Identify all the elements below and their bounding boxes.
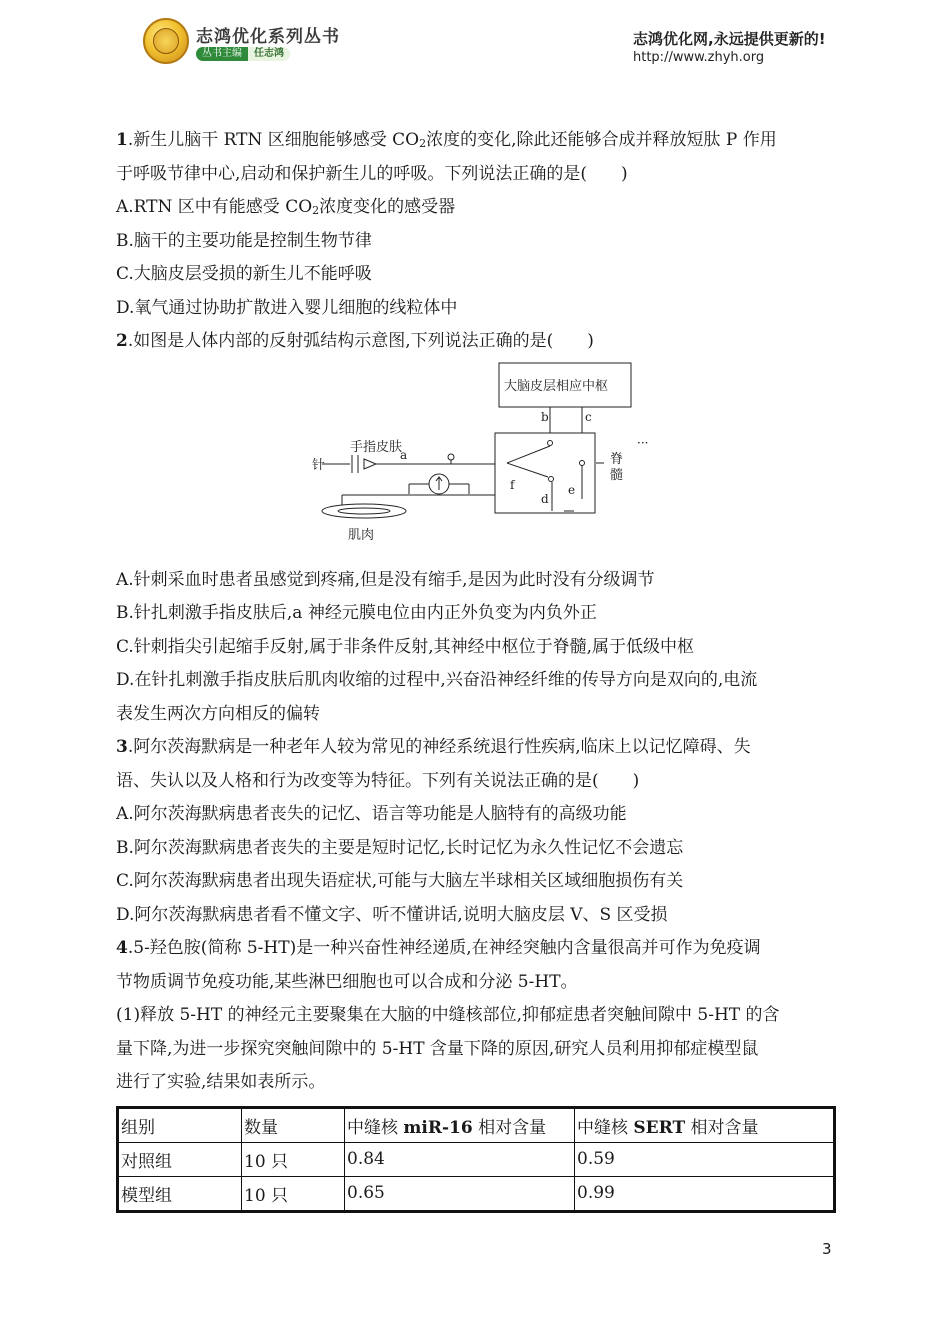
q2-option-d-line2: 表发生两次方向相反的偏转 [116,703,320,724]
header-sert: 中缝核 SERT 相对含量 [575,1107,835,1142]
header-count: 数量 [242,1107,345,1142]
cell-count: 10 只 [242,1142,345,1176]
site-slogan: 志鸿优化网,永远提供更新的! [633,30,826,48]
q4-stem-line1: 4.5-羟色胺(简称 5-HT)是一种兴奋性神经递质,在神经突触内含量很高并可作为免疫调 [116,938,761,958]
synapse-d [549,476,554,481]
q4-sub1-line3: 进行了实验,结果如表所示。 [116,1072,326,1092]
q4-sub1-line1: (1)释放 5-HT 的神经元主要聚集在大脑的中缝核部位,抑郁症患者突触间隙中 5-HT 的含 [116,1005,780,1025]
cortex-label: 大脑皮层相应中枢 [504,378,609,394]
spinal-label-2: 髓 [610,467,624,483]
synapse-b [548,440,553,445]
q3-stem-line2: 语、失认以及人格和行为改变等为特征。下列有关说法正确的是( ) [116,770,640,791]
reflex-arc-figure [116,359,836,564]
needle-label: 针 [312,457,326,473]
label-c: c [585,409,592,424]
q3-option-c: C.阿尔茨海默病患者出现失语症状,可能与大脑左半球相关区域细胞损伤有关 [116,871,684,891]
label-d: d [541,491,549,506]
q4-stem-line2: 节物质调节免疫功能,某些淋巴细胞也可以合成和分泌 5-HT。 [116,971,578,992]
q3-option-d: D.阿尔茨海默病患者看不懂文字、听不懂讲话,说明大脑皮层 V、S 区受损 [116,904,668,925]
receptor-icon [364,459,376,469]
q4-sub1-line2: 量下降,为进一步探究突触间隙中的 5-HT 含量下降的原因,研究人员利用抑郁症模型鼠 [116,1038,759,1059]
muscle-label: 肌肉 [348,527,375,543]
table-header-row [118,1107,835,1142]
series-title: 志鸿优化系列丛书 [196,27,340,47]
q2-option-d-line1: D.在针扎刺激手指皮肤后肌肉收缩的过程中,兴奋沿神经纤维的传导方向是双向的,电流 [116,670,758,690]
finger-skin-label: 手指皮肤 [350,439,403,455]
muscle-icon [322,504,406,518]
label-a: a [400,447,408,462]
table-row [118,1176,835,1211]
q1-option-c: C.大脑皮层受损的新生儿不能呼吸 [116,264,372,284]
q3-stem-line1: 3.阿尔茨海默病是一种老年人较为常见的神经系统退行性疾病,临床上以记忆障碍、失 [116,737,751,757]
label-f: f [510,477,515,492]
electrode-a [448,454,454,460]
q2-option-c: C.针刺指尖引起缩手反射,属于非条件反射,其神经中枢位于脊髓,属于低级中枢 [116,636,695,657]
cell-group: 对照组 [118,1142,242,1176]
cell-group: 模型组 [118,1176,242,1211]
q1-option-d: D.氧气通过协助扩散进入婴儿细胞的线粒体中 [116,297,458,318]
publisher-logo [143,18,189,64]
cell-sert: 0.59 [575,1142,835,1176]
label-b: b [541,409,549,424]
site-url[interactable]: http://www.zhyh.org [633,50,765,65]
page-header [0,0,950,80]
q2-option-b: B.针扎刺激手指皮肤后,a 神经元膜电位由内正外负变为内负外正 [116,603,597,623]
header-mir16: 中缝核 miR-16 相对含量 [345,1107,575,1142]
cell-mir16: 0.65 [345,1176,575,1211]
spinal-label-1: 脊 [610,451,624,467]
table-row [118,1142,835,1176]
cell-sert: 0.99 [575,1176,835,1211]
editor-name: 任志鸿 [248,47,290,61]
q3-option-a: A.阿尔茨海默病患者丧失的记忆、语言等功能是人脑特有的高级功能 [116,804,627,824]
q3-option-b: B.阿尔茨海默病患者丧失的主要是短时记忆,长时记忆为永久性记忆不会遗忘 [116,837,684,858]
q1-stem-line1: 1.新生儿脑干 RTN 区细胞能够感受 $CO_2$浓度的变化,除此还能够合成并释放短肽 P 作用 [116,130,777,150]
label-e: e [568,482,576,497]
series-editor-badge [196,47,290,61]
experiment-results-table [116,1106,836,1213]
q1-option-a: A.RTN 区中有能感受 $CO_2$浓度变化的感受器 [116,197,456,217]
q2-option-a: A.针刺采血时患者虽感觉到疼痛,但是没有缩手,是因为此时没有分级调节 [116,569,655,590]
cell-count: 10 只 [242,1176,345,1211]
q1-stem-line2: 于呼吸节律中心,启动和保护新生儿的呼吸。下列说法正确的是( ) [116,163,628,184]
page-number: 3 [822,1240,832,1258]
svg-text:···: ··· [637,435,649,450]
q2-stem: 2.如图是人体内部的反射弧结构示意图,下列说法正确的是( ) [116,331,594,351]
synapse-c [580,460,585,465]
header-group: 组别 [118,1107,242,1142]
document-content [116,124,836,1213]
q1-option-b: B.脑干的主要功能是控制生物节律 [116,230,372,251]
editor-label: 丛书主编 [196,47,248,61]
cell-mir16: 0.84 [345,1142,575,1176]
